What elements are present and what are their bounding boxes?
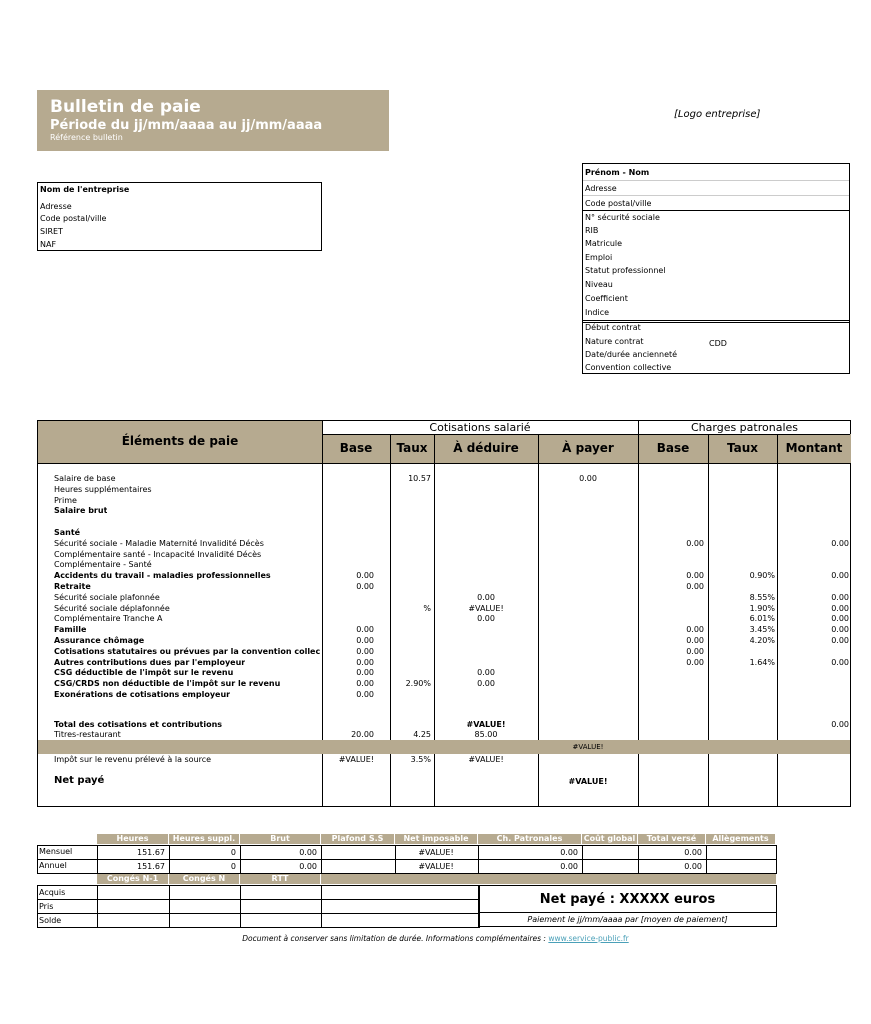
row-montant: 0.00 — [831, 571, 849, 581]
row-label: Sécurité sociale plafonnée — [54, 592, 160, 602]
employee-name: Prénom - Nom — [585, 168, 650, 177]
summary-row-label-cell — [37, 859, 98, 874]
row-deduire: #VALUE! — [466, 719, 506, 729]
summary-value: 0.00 — [299, 848, 317, 857]
row-label: Salaire brut — [54, 506, 108, 516]
employee-rib: RIB — [585, 226, 599, 235]
row-label: Santé — [54, 528, 81, 537]
conges-header: RTT — [240, 874, 320, 884]
employee-niveau: Niveau — [585, 280, 613, 289]
summary-cell — [582, 859, 639, 874]
footer — [0, 934, 871, 943]
row-base: 0.00 — [356, 571, 374, 581]
row-label: Salaire de base — [54, 474, 116, 483]
company-postcode: Code postal/ville — [40, 214, 107, 223]
group-patronal: Charges patronales — [690, 421, 798, 434]
conges-row-label-cell — [37, 913, 98, 928]
conges-row-label-cell — [37, 899, 98, 914]
conges-cell — [169, 913, 241, 928]
conges-row-label: Acquis — [39, 888, 66, 897]
col-montant: Montant — [785, 441, 843, 455]
row-ptaux: 6.01% — [749, 614, 775, 624]
payslip-title: Bulletin de paie — [50, 97, 201, 117]
row-label: Total des cotisations et contributions — [54, 719, 223, 729]
collective-agreement: Convention collective — [585, 363, 672, 372]
row-base: 0.00 — [356, 582, 374, 591]
conges-cell — [321, 899, 480, 914]
row-ptaux: 8.55% — [749, 592, 775, 602]
row-label: Exonérations de cotisations employeur — [54, 690, 231, 699]
conges-cell — [321, 885, 480, 900]
row-montant: 0.00 — [831, 625, 849, 635]
row-payer: 0.00 — [579, 474, 597, 483]
row-label: Autres contributions dues par l'employeur — [54, 657, 246, 667]
payslip-reference: Référence bulletin — [50, 133, 123, 142]
footer-text: Document à conserver sans limitation de durée. Informations complémentaires : — [242, 934, 546, 943]
summary-header: Coût global — [583, 834, 636, 843]
row-montant: 0.00 — [831, 614, 849, 624]
conges-cell — [321, 913, 480, 928]
summary-cell — [169, 845, 241, 860]
row-label: Complémentaire - Santé — [54, 560, 152, 570]
summary-cell — [395, 845, 479, 860]
payslip-table — [37, 420, 851, 807]
summary-cell — [582, 845, 639, 860]
summary-header: Total versé — [638, 834, 705, 844]
summary-value: 151.67 — [137, 848, 165, 857]
conges-row-label-cell — [37, 885, 98, 900]
row-base: 0.00 — [356, 657, 374, 667]
conges-row-label: Solde — [39, 916, 62, 925]
conges-row-label: Pris — [39, 902, 54, 911]
col-elements: Éléments de paie — [121, 434, 239, 448]
row-ptaux: 3.45% — [749, 625, 775, 635]
row-label: CSG/CRDS non déductible de l'impôt sur le revenu — [54, 679, 281, 689]
employee-postcode: Code postal/ville — [585, 199, 652, 208]
summary-value: 0.00 — [684, 862, 702, 871]
row-deduire: 0.00 — [477, 614, 495, 624]
row-label: Cotisations statutaires ou prévues par la convention collec — [54, 646, 320, 656]
net-paye-box — [478, 885, 777, 913]
summary-value: 0.00 — [560, 848, 578, 857]
company-address: Adresse — [40, 202, 72, 211]
col-pbase: Base — [656, 441, 690, 455]
row-label: Sécurité sociale déplafonnée — [54, 603, 170, 613]
row-deduire: 0.00 — [477, 668, 495, 678]
contract-start: Début contrat — [585, 323, 641, 332]
summary-header: Plafond S.S — [321, 834, 394, 844]
employee-matricule: Matricule — [585, 239, 623, 248]
summary-cell — [478, 859, 583, 874]
row-deduire: 0.00 — [477, 592, 495, 602]
company-siret: SIRET — [40, 227, 63, 236]
summary-row-label: Mensuel — [39, 847, 73, 856]
summary-cell — [321, 859, 396, 874]
payment-info: Paiement le jj/mm/aaaa par [moyen de paiement] — [527, 915, 728, 924]
summary-cell — [638, 859, 707, 874]
summary-header: Heures suppl. — [169, 834, 239, 844]
row-label: Retraite — [54, 582, 91, 591]
row-pbase: 0.00 — [686, 636, 704, 645]
summary-cell — [478, 845, 583, 860]
summary-value: 0.00 — [560, 862, 578, 871]
row-montant: 0.00 — [831, 657, 849, 667]
impot-deduire: #VALUE! — [468, 755, 504, 764]
row-label: Titres-restaurant — [54, 730, 121, 740]
row-label: Sécurité sociale - Maladie Maternité Invalidité Décès — [54, 538, 264, 548]
footer-link[interactable]: www.service-public.fr — [548, 934, 629, 943]
conges-header: Congés N-1 — [97, 874, 168, 884]
impot-label: Impôt sur le revenu prélevé à la source — [54, 755, 212, 764]
impot-taux: 3.5% — [410, 755, 431, 764]
summary-value: 151.67 — [137, 862, 165, 871]
net-paye-summary: Net payé : XXXXX euros — [539, 892, 716, 907]
row-label: Assurance chômage — [54, 636, 145, 645]
row-ptaux: 4.20% — [749, 636, 775, 645]
net-paye-label: Net payé — [54, 775, 105, 786]
row-montant: 0.00 — [831, 538, 849, 548]
row-base: 20.00 — [351, 730, 374, 740]
summary-header: Net imposable — [395, 834, 477, 844]
summary-cell — [97, 845, 170, 860]
row-pbase: 0.00 — [686, 646, 704, 656]
seniority: Date/durée ancienneté — [585, 350, 678, 359]
row-ptaux: 1.64% — [749, 657, 775, 667]
row-label: CSG déductible de l'impôt sur le revenu — [54, 668, 234, 678]
summary-header: Brut — [240, 834, 320, 844]
conges-header: Congés N — [169, 874, 239, 884]
summary-cell — [638, 845, 707, 860]
summary-row-label: Annuel — [39, 861, 67, 870]
net-paye-value: #VALUE! — [568, 777, 608, 786]
employer-box — [37, 182, 322, 251]
employee-secu: N° sécurité sociale — [585, 213, 660, 222]
conges-cell — [240, 913, 322, 928]
col-payer: À payer — [562, 441, 614, 455]
band-payer: #VALUE! — [572, 743, 604, 751]
row-montant: 0.00 — [831, 719, 849, 729]
employee-address: Adresse — [585, 184, 617, 193]
summary-cell — [395, 859, 479, 874]
summary-value: 0.00 — [684, 848, 702, 857]
row-label: Complémentaire Tranche A — [54, 614, 163, 624]
company-logo-placeholder: [Logo entreprise] — [674, 109, 761, 120]
employee-emploi: Emploi — [585, 253, 613, 262]
row-label: Prime — [54, 495, 77, 505]
summary-value: 0 — [230, 848, 236, 857]
col-ptaux: Taux — [726, 441, 759, 455]
row-ptaux: 1.90% — [749, 603, 775, 613]
row-base: 0.00 — [356, 668, 374, 678]
header-banner — [37, 90, 389, 151]
impot-base: #VALUE! — [338, 755, 374, 764]
row-base: 0.00 — [356, 625, 374, 635]
row-montant: 0.00 — [831, 636, 849, 645]
employee-statut: Statut professionnel — [585, 266, 666, 275]
employee-coefficient: Coefficient — [585, 294, 628, 303]
row-base: 0.00 — [356, 690, 374, 699]
conges-cell — [169, 899, 241, 914]
row-label: Complémentaire santé - Incapacité Invalidité Décès — [54, 549, 262, 559]
row-base: 0.00 — [356, 679, 374, 689]
summary-cell — [169, 859, 241, 874]
row-taux: 10.57 — [408, 474, 431, 483]
row-base: 0.00 — [356, 646, 374, 656]
employee-box — [582, 163, 850, 374]
row-pbase: 0.00 — [686, 538, 704, 548]
row-ptaux: 0.90% — [749, 571, 775, 581]
row-montant: 0.00 — [831, 592, 849, 602]
summary-header: Ch. Patronales — [478, 834, 581, 844]
summary-header: Allègements — [706, 834, 775, 844]
row-taux: 2.90% — [405, 679, 431, 689]
contract-nature: Nature contrat — [585, 337, 644, 346]
row-montant: 0.00 — [831, 603, 849, 613]
conges-cell — [240, 885, 322, 900]
summary-cell — [97, 859, 170, 874]
row-pbase: 0.00 — [686, 625, 704, 635]
summary-cell — [706, 845, 777, 860]
summary-value: #VALUE! — [418, 848, 454, 857]
row-pbase: 0.00 — [686, 582, 704, 591]
contract-nature-value: CDD — [709, 339, 727, 348]
conges-cell — [97, 913, 170, 928]
period: Période du jj/mm/aaaa au jj/mm/aaaa — [50, 118, 323, 133]
summary-cell — [706, 859, 777, 874]
summary-value: 0 — [230, 862, 236, 871]
summary-row-label-cell — [37, 845, 98, 860]
summary-value: 0.00 — [299, 862, 317, 871]
conges-cell — [240, 899, 322, 914]
group-salarie: Cotisations salarié — [429, 421, 531, 434]
summary-cell — [321, 845, 396, 860]
row-deduire: 85.00 — [474, 730, 498, 740]
company-name: Nom de l'entreprise — [40, 185, 130, 194]
summary-header: Heures — [97, 834, 168, 844]
col-taux: Taux — [396, 441, 428, 455]
employee-indice: Indice — [585, 308, 610, 317]
summary-cell — [240, 859, 322, 874]
summary-value: #VALUE! — [418, 862, 454, 871]
row-deduire: #VALUE! — [468, 603, 504, 613]
row-label: Heures supplémentaires — [54, 484, 152, 494]
row-deduire: 0.00 — [477, 679, 495, 689]
row-label: Famille — [54, 625, 87, 635]
col-base: Base — [339, 441, 373, 455]
conges-cell — [97, 899, 170, 914]
summary-cell — [240, 845, 322, 860]
conges-cell — [97, 885, 170, 900]
conges-cell — [169, 885, 241, 900]
payment-box — [478, 912, 777, 927]
row-pbase: 0.00 — [686, 657, 704, 667]
row-taux: % — [423, 603, 431, 613]
row-label: Accidents du travail - maladies professionnelles — [54, 571, 271, 581]
row-taux: 4.25 — [413, 730, 431, 740]
col-deduire: À déduire — [453, 441, 519, 455]
row-base: 0.00 — [356, 636, 374, 645]
row-pbase: 0.00 — [686, 571, 704, 581]
company-naf: NAF — [40, 240, 57, 249]
